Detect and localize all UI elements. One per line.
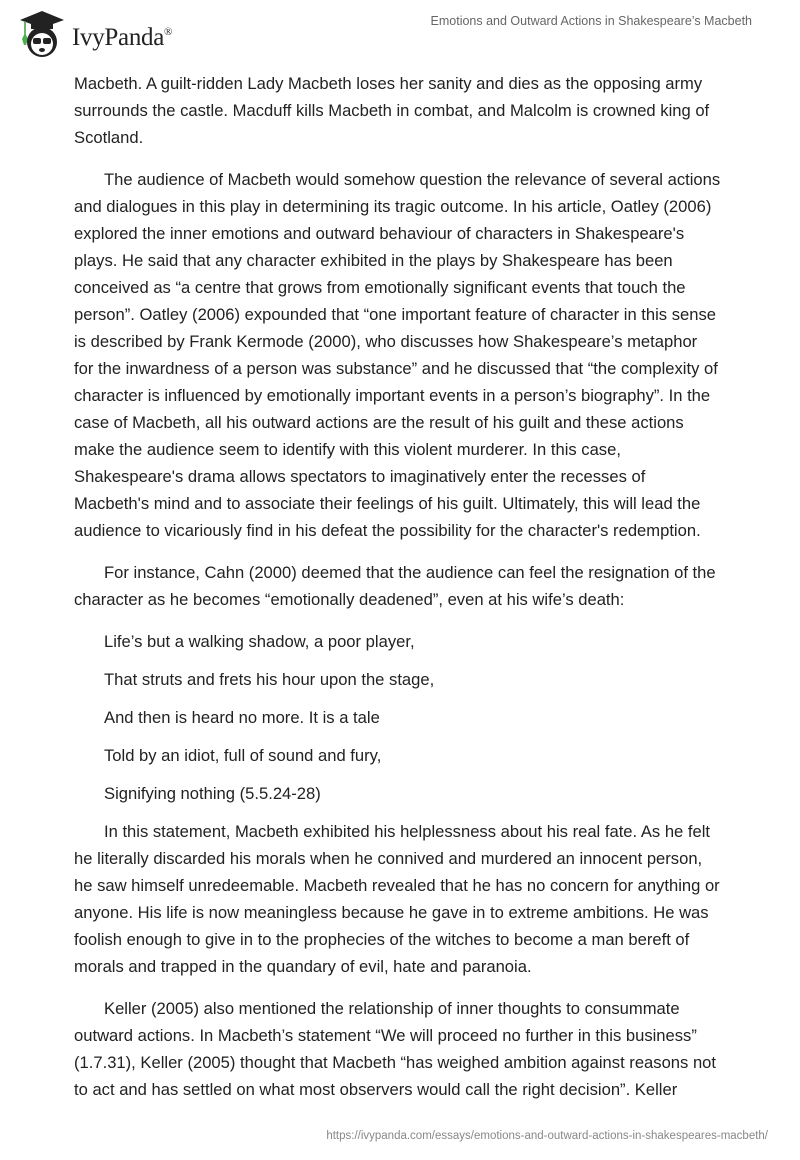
- paragraph-line: outward actions. In Macbeth’s statement “We will proceed no further in this business”: [74, 1026, 697, 1045]
- paragraph: [74, 559, 754, 613]
- panda-graduate-icon: [18, 9, 66, 59]
- paragraph-line: to act and has settled on what most observers would call the right decision”. Keller: [74, 1080, 678, 1099]
- paragraph-line: Scotland.: [74, 128, 144, 147]
- paragraph-line: surrounds the castle. Macduff kills Macbeth in combat, and Malcolm is crowned king of: [74, 101, 710, 120]
- paragraphs-after: [74, 818, 754, 1103]
- paragraphs-before: [74, 70, 754, 613]
- paragraph-line: is described by Frank Kermode (2000), who discusses how Shakespeare’s metaphor: [74, 332, 698, 351]
- logo-text: [72, 24, 172, 52]
- paragraph-line: Keller (2005) also mentioned the relationship of inner thoughts to consummate: [104, 999, 680, 1018]
- paragraph-line: person”. Oatley (2006) expounded that “one important feature of character in this sense: [74, 305, 716, 324]
- paragraph-line: he literally discarded his morals when he connived and murdered an innocent person,: [74, 849, 703, 868]
- paragraph-line: plays. He said that any character exhibited in the plays by Shakespeare has been: [74, 251, 673, 270]
- paragraph-line: For instance, Cahn (2000) deemed that the audience can feel the resignation of the: [104, 563, 716, 582]
- ivypanda-logo[interactable]: [18, 9, 172, 59]
- verse-line: That struts and frets his hour upon the stage,: [104, 670, 435, 689]
- verse-line: And then is heard no more. It is a tale: [104, 708, 380, 727]
- paragraph-line: Shakespeare's drama allows spectators to imaginatively enter the recesses of: [74, 467, 646, 486]
- paragraph-line: explored the inner emotions and outward behaviour of characters in Shakespeare's: [74, 224, 685, 243]
- paragraph-line: anyone. His life is now meaningless because he gave in to extreme ambitions. He was: [74, 903, 709, 922]
- paragraph-line: conceived as “a centre that grows from emotionally significant events that touch the: [74, 278, 686, 297]
- paragraph-line: In this statement, Macbeth exhibited his helplessness about his real fate. As he felt: [104, 822, 711, 841]
- paragraph-line: case of Macbeth, all his outward actions are the result of his guilt and these actions: [74, 413, 684, 432]
- logo-name: IvyPanda: [72, 24, 165, 51]
- paragraph-line: audience to vicariously find in his defeat the possibility for the character's redemption.: [74, 521, 701, 540]
- verse-quote: [74, 628, 754, 807]
- document-title: Emotions and Outward Actions in Shakespeare’s Macbeth: [430, 14, 752, 28]
- paragraph-line: he saw himself unredeemable. Macbeth revealed that he has no concern for anything or: [74, 876, 720, 895]
- paragraph-line: and dialogues in this play in determining its tragic outcome. In his article, Oatley (2006): [74, 197, 712, 216]
- verse-line: Signifying nothing (5.5.24-28): [104, 784, 321, 803]
- paragraph-line: morals and trapped in the quandary of evil, hate and paranoia.: [74, 957, 532, 976]
- essay-body: [74, 70, 754, 1118]
- paragraph-line: character as he becomes “emotionally deadened”, even at his wife’s death:: [74, 590, 625, 609]
- paragraph: [74, 166, 754, 544]
- paragraph: [74, 995, 754, 1103]
- paragraph-line: Macbeth's mind and to associate their feelings of his guilt. Ultimately, this will lead the: [74, 494, 701, 513]
- paragraph-line: for the inwardness of a person was substance” and he discussed that “the complexity of: [74, 359, 718, 378]
- source-url-link[interactable]: https://ivypanda.com/essays/emotions-and-outward-actions-in-shakespeares-macbeth/: [326, 1130, 768, 1142]
- paragraph-line: make the audience seem to identify with this violent murderer. In this case,: [74, 440, 621, 459]
- paragraph-line: character is influenced by emotionally important events in a person’s biography”. In the: [74, 386, 711, 405]
- paragraph: [74, 818, 754, 980]
- paragraph-line: foolish enough to give in to the prophecies of the witches to become a man bereft of: [74, 930, 690, 949]
- paragraph-line: The audience of Macbeth would somehow question the relevance of several actions: [104, 170, 721, 189]
- paragraph-line: (1.7.31), Keller (2005) thought that Macbeth “has weighed ambition against reasons not: [74, 1053, 717, 1072]
- verse-line: Life’s but a walking shadow, a poor player,: [104, 632, 415, 651]
- paragraph-line: Macbeth. A guilt-ridden Lady Macbeth loses her sanity and dies as the opposing army: [74, 74, 703, 93]
- paragraph: [74, 70, 754, 151]
- registered-mark: ®: [164, 26, 173, 38]
- verse-line: Told by an idiot, full of sound and fury,: [104, 746, 382, 765]
